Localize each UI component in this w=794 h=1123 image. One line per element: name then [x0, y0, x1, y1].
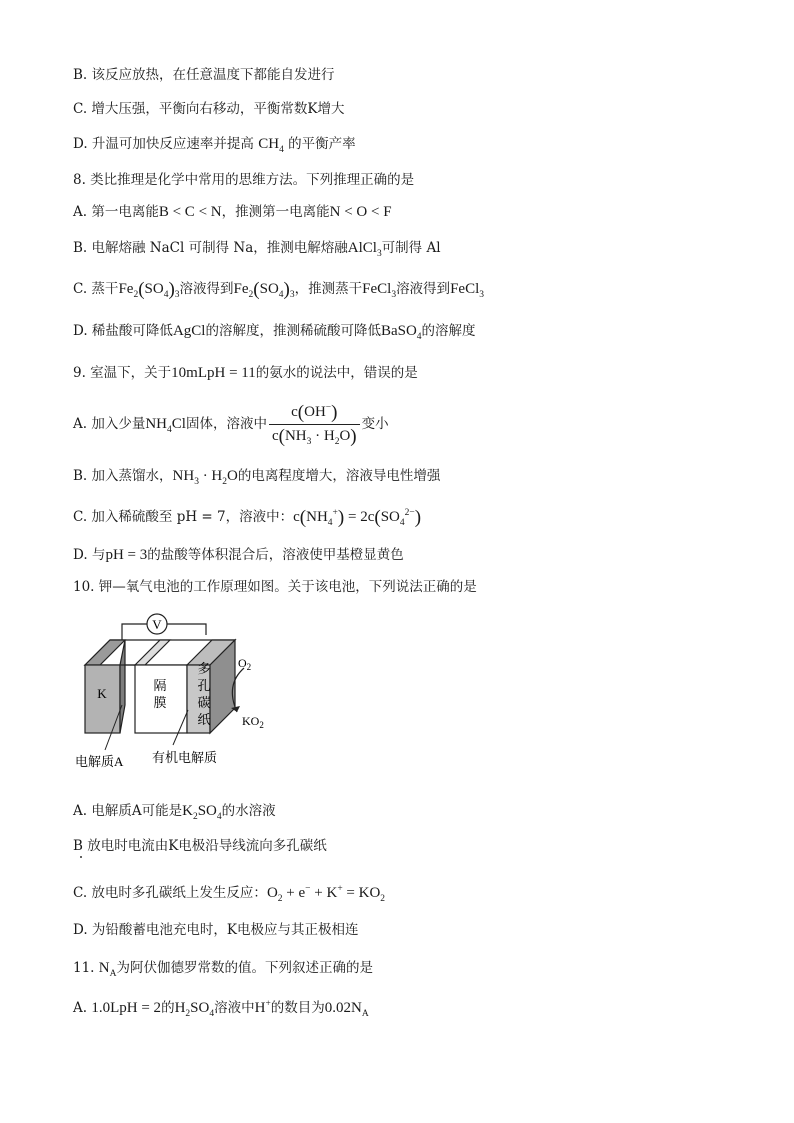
formula-h-plus: H+ — [254, 999, 271, 1016]
formula-alcl3: AlCl$_3$ — [347, 240, 382, 259]
formula-nh4-so4-relation: $c(NH_4^+) = 2c(SO_4^{2-})$ — [293, 507, 422, 528]
electrolyte-a-label: 电解质A — [75, 754, 124, 769]
q10-option-d: D. 为铅酸蓄电池充电时，K电极应与其正极相连 — [73, 922, 359, 938]
formula-n-o-f: N < O < F — [329, 204, 392, 220]
formula-baso4: BaSO$_4$ — [380, 323, 422, 342]
o2-label: $O_2$ — [238, 656, 252, 672]
q9-option-d: D. 与pH = 3的盐酸等体积混合后，溶液使甲基橙显黄色 — [73, 547, 404, 563]
formula-10ml-ph11: 10mLpH = 11 — [171, 365, 256, 381]
q10-option-c: C. 放电时多孔碳纸上发生反应：$O_2 + e^- + K^+ = KO_2$ — [73, 884, 386, 904]
q8-option-d: D. 稀盐酸可降低AgCl的溶解度，推测稀硫酸可降低BaSO$_4$的溶解度 — [73, 323, 476, 342]
fraction-oh-over-nh3h2o: $\frac{c(OH^-)}{c(NH_3 \cdot H_2O)}$ — [269, 402, 360, 447]
ko2-label: $KO_2$ — [242, 714, 264, 730]
carbon-paper-label-3: 碳 — [197, 695, 211, 710]
q8-option-a: A. 第一电离能B < C < N，推测第一电离能N < O < F — [73, 204, 392, 220]
stray-dot — [80, 856, 82, 858]
q9-option-a: A. 加入少量$NH_4Cl$固体，溶液中 $\frac{c(OH^-)}{c(NH_3 \cdot H_2O)}$ 变小 — [73, 402, 389, 447]
q7-option-c: C. 增大压强，平衡向右移动，平衡常数K增大 — [73, 101, 345, 117]
q11-option-a: A. 1.0LpH = 2的$H_2SO_4$溶液中H+的数目为$0.02N_A$ — [73, 999, 369, 1019]
formula-fecl3: FeCl$_3$ — [450, 281, 484, 300]
formula-na: $N_A$ — [98, 960, 117, 979]
formula-nh3h2o: $NH_3 \cdot H_2O$ — [172, 468, 238, 487]
separator-label-2: 膜 — [153, 695, 167, 710]
q9-option-c: C. 加入稀硫酸至 pH = 7，溶液中：$c(NH_4^+) = 2c(SO_4^{2-})$ — [73, 507, 422, 528]
separator-label-1: 隔 — [153, 678, 167, 693]
q7-option-d: D. 升温可加快反应速率并提高 $CH_4$ 的平衡产率 — [73, 136, 356, 155]
q9-option-b: B. 加入蒸馏水，$NH_3 \cdot H_2O$的电离程度增大，溶液导电性增强 — [73, 468, 441, 487]
q11-stem: 11. $N_A$为阿伏伽德罗常数的值。下列叙述正确的是 — [73, 960, 373, 979]
q10-option-b: B 放电时电流由K电极沿导线流向多孔碳纸 — [73, 838, 327, 854]
formula-fecl3: FeCl$_3$ — [362, 281, 397, 300]
q10-stem: 10. 钾—氧气电池的工作原理如图。关于该电池，下列说法正确的是 — [73, 579, 477, 595]
formula-agcl: AgCl — [172, 323, 206, 339]
k-electrode-label: K — [97, 686, 107, 701]
formula-ph3: pH = 3 — [105, 547, 148, 563]
formula-o2-reduction: $O_2 + e^- + K^+ = KO_2$ — [266, 884, 386, 904]
battery-diagram — [70, 610, 285, 775]
q9-stem: 9. 室温下，关于10mLpH = 11的氨水的说法中，错误的是 — [73, 365, 418, 381]
q8-stem: 8. 类比推理是化学中常用的思维方法。下列推理正确的是 — [73, 172, 415, 188]
formula-nh4cl: $NH_4Cl$ — [145, 416, 186, 435]
formula-fe2so43: $Fe_2(SO_4)_3$ — [118, 279, 180, 300]
q7-option-b: B. 该反应放热，在任意温度下都能自发进行 — [73, 67, 335, 83]
carbon-paper-label-4: 纸 — [197, 712, 211, 727]
carbon-paper-label-2: 孔 — [197, 678, 211, 693]
formula-1l-ph2: 1.0LpH = 2 — [91, 1000, 162, 1016]
q8-option-c: C. 蒸干$Fe_2(SO_4)_3$溶液得到$Fe_2(SO_4)_3$，推测蒸干FeCl$_3$溶液得到FeCl$_3$ — [73, 279, 484, 300]
carbon-paper-label-1: 多 — [197, 661, 211, 676]
voltmeter-label: V — [152, 617, 162, 632]
organic-electrolyte-label: 有机电解质 — [152, 750, 218, 765]
formula-k2so4: $K_2SO_4$ — [182, 803, 222, 822]
formula-ch4: $CH_4$ — [258, 136, 284, 155]
q10-option-a: A. 电解质A可能是$K_2SO_4$的水溶液 — [73, 803, 276, 822]
formula-h2so4: $H_2SO_4$ — [174, 1000, 215, 1019]
formula-b-c-n: B < C < N — [158, 204, 222, 220]
formula-fe2so43: $Fe_2(SO_4)_3$ — [233, 279, 295, 300]
q8-option-b: B. 电解熔融 NaCl 可制得 Na，推测电解熔融AlCl$_3$可制得 Al — [73, 240, 441, 259]
formula-0-02na: $0.02N_A$ — [324, 1000, 369, 1019]
